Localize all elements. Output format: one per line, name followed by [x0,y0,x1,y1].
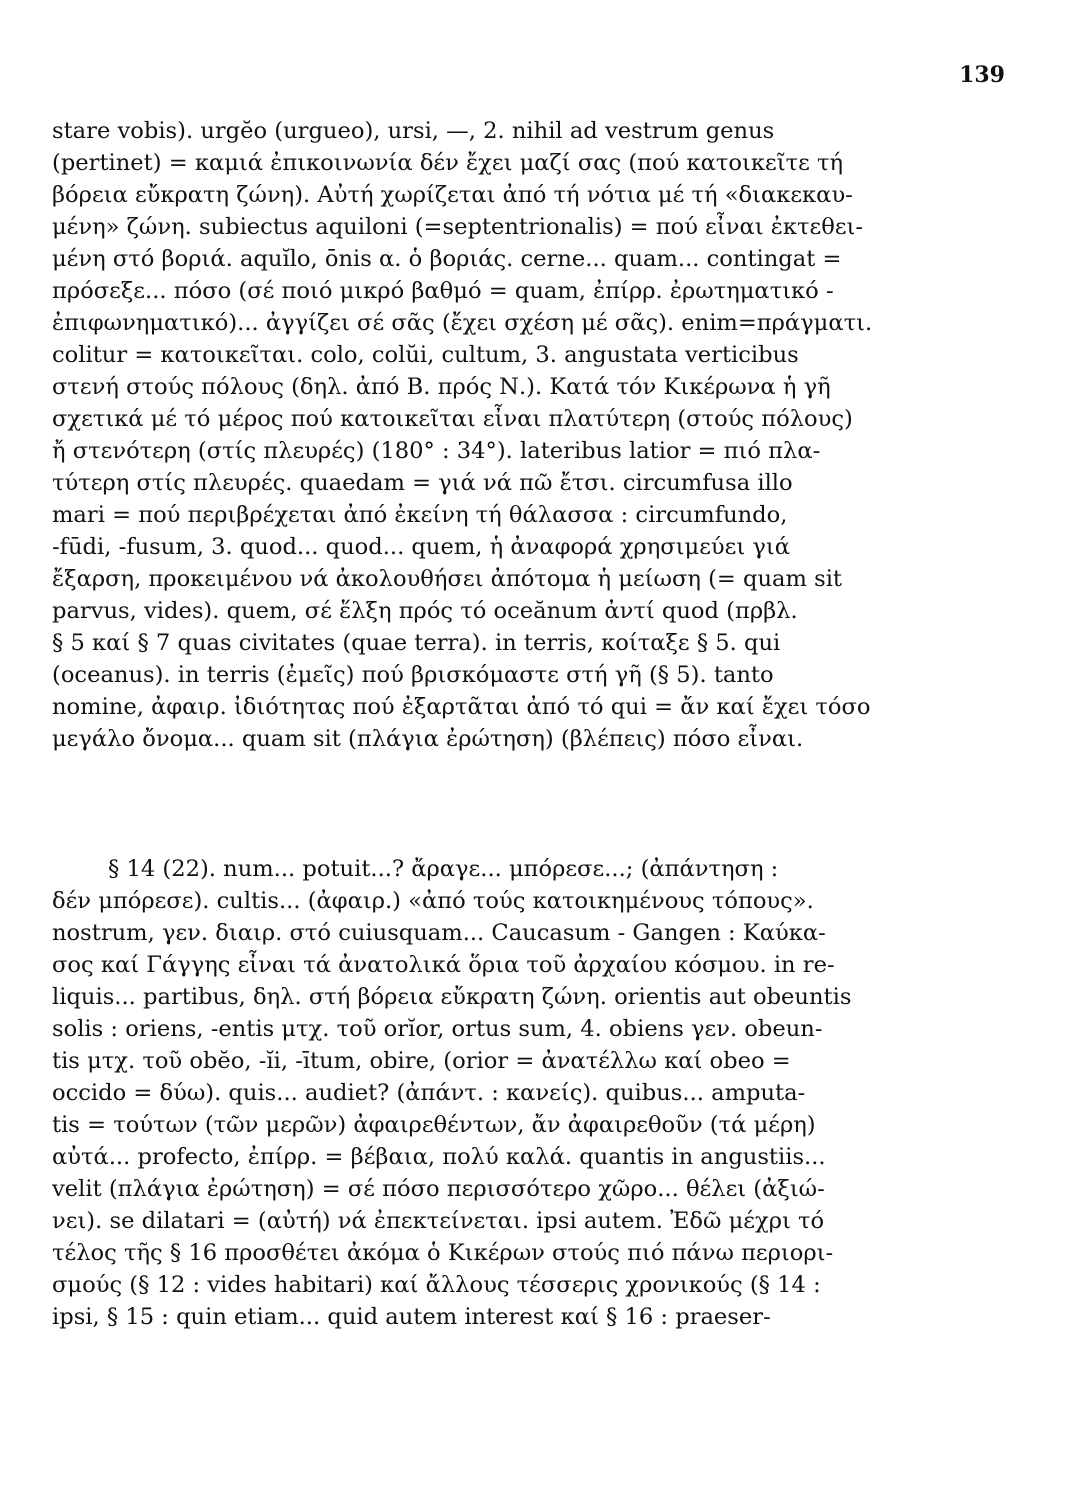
text-line: parvus, vides). quem, σέ ἕλξη πρός τό oceănum ἀντί quod (πρβλ. [52,598,798,624]
text-line: μένη» ζώνη. subiectus aquiloni (=septentrionalis) = πού εἶναι ἐκτεθει- [52,214,864,240]
text-line: δέν μπόρεσε). cultis... (ἀφαιρ.) «ἀπό τούς κατοικημένους τόπους». [52,888,814,914]
text-line: § 5 καί § 7 quas civitates (quae terra). in terris, κοίταξε § 5. qui [52,630,781,656]
paragraph-1 [52,115,932,755]
text-line: σμούς (§ 12 : vides habitari) καί ἄλλους τέσσερις χρονικούς (§ 14 : [52,1272,821,1298]
paragraph-2 [52,853,932,1333]
text-line: τύτερη στίς πλευρές. quaedam = γιά νά πῶ ἔτσι. circumfusa illo [52,470,793,496]
text-line: ἐπιφωνηματικό)... ἀγγίζει σέ σᾶς (ἔχει σχέση μέ σᾶς). enim=πράγματι. [52,310,873,336]
text-line: βόρεια εὔκρατη ζώνη). Αὐτή χωρίζεται ἀπό τή νότια μέ τή «διακεκαυ- [52,182,853,208]
text-line: occido = δύω). quis... audiet? (ἀπάντ. : κανείς). quibus... amputa- [52,1080,806,1106]
text-line: μένη στό βοριά. aquĭlo, ōnis α. ὁ βοριάς. cerne... quam... contingat = [52,246,842,272]
text-line: ἔξαρση, προκειμένου νά ἀκολουθήσει ἀπότομα ἡ μείωση (= quam sit [52,566,842,592]
text-line: velit (πλάγια ἐρώτηση) = σέ πόσο περισσότερο χῶρο... θέλει (ἀξιώ- [52,1176,825,1202]
text-line: αὐτά... profecto, ἐπίρρ. = βέβαια, πολύ καλά. quantis in angustiis... [52,1144,826,1170]
text-line: νει). se dilatari = (αὐτή) νά ἐπεκτείνεται. ipsi autem. Ἐδῶ μέχρι τό [52,1208,825,1234]
text-line: tis μτχ. τοῦ obĕo, -ĭi, -ītum, obire, (orior = ἀνατέλλω καί obeo = [52,1048,791,1074]
text-line: § 14 (22). num... potuit...? ἄραγε... μπόρεσε...; (ἀπάντηση : [108,856,779,882]
text-line: ἤ στενότερη (στίς πλευρές) (180° : 34°). lateribus latior = πιό πλα- [52,438,821,464]
text-line: -fūdi, -fusum, 3. quod... quod... quem, ἡ ἀναφορά χρησιμεύει γιά [52,534,791,560]
text-line: liquis... partibus, δηλ. στή βόρεια εὔκρατη ζώνη. orientis aut obeuntis [52,984,852,1010]
text-line: tis = τούτων (τῶν μερῶν) ἀφαιρεθέντων, ἄν ἀφαιρεθοῦν (τά μέρη) [52,1112,816,1138]
text-line: colitur = κατοικεῖται. colo, colŭi, cultum, 3. angustata verticibus [52,342,799,368]
text-line: μεγάλο ὄνομα... quam sit (πλάγια ἐρώτηση) (βλέπεις) πόσο εἶναι. [52,726,804,752]
text-line: σχετικά μέ τό μέρος πού κατοικεῖται εἶναι πλατύτερη (στούς πόλους) [52,406,853,432]
text-line: (oceanus). in terris (ἐμεῖς) πού βρισκόμαστε στή γῆ (§ 5). tanto [52,662,774,688]
text-line: ipsi, § 15 : quin etiam... quid autem interest καί § 16 : praeser- [52,1304,771,1330]
text-line: τέλος τῆς § 16 προσθέτει ἀκόμα ὁ Κικέρων στούς πιό πάνω περιορι- [52,1240,834,1266]
text-line: nomine, ἀφαιρ. ἰδιότητας πού ἐξαρτᾶται ἀπό τό qui = ἄν καί ἔχει τόσο [52,694,871,720]
text-line: (pertinet) = καμιά ἐπικοινωνία δέν ἔχει μαζί σας (πού κατοικεῖτε τή [52,150,843,176]
page-number: 139 [959,62,1005,88]
text-line: stare vobis). urgĕo (urgueo), ursi, —, 2. nihil ad vestrum genus [52,118,775,144]
text-line: mari = πού περιβρέχεται ἀπό ἐκείνη τή θάλασσα : circumfundo, [52,502,788,528]
text-line: πρόσεξε... πόσο (σέ ποιό μικρό βαθμό = quam, ἐπίρρ. ἐρωτηματικό - [52,278,834,304]
text-line: solis : oriens, -entis μτχ. τοῦ orĭor, ortus sum, 4. obiens γεν. obeun- [52,1016,823,1042]
text-line: nostrum, γεν. διαιρ. στό cuiusquam... Caucasum - Gangen : Καύκα- [52,920,826,946]
text-line: στενή στούς πόλους (δηλ. ἀπό Β. πρός Ν.). Κατά τόν Κικέρωνα ἡ γῆ [52,374,831,400]
text-line: σος καί Γάγγης εἶναι τά ἀνατολικά ὅρια τοῦ ἀρχαίου κόσμου. in re- [52,952,835,978]
